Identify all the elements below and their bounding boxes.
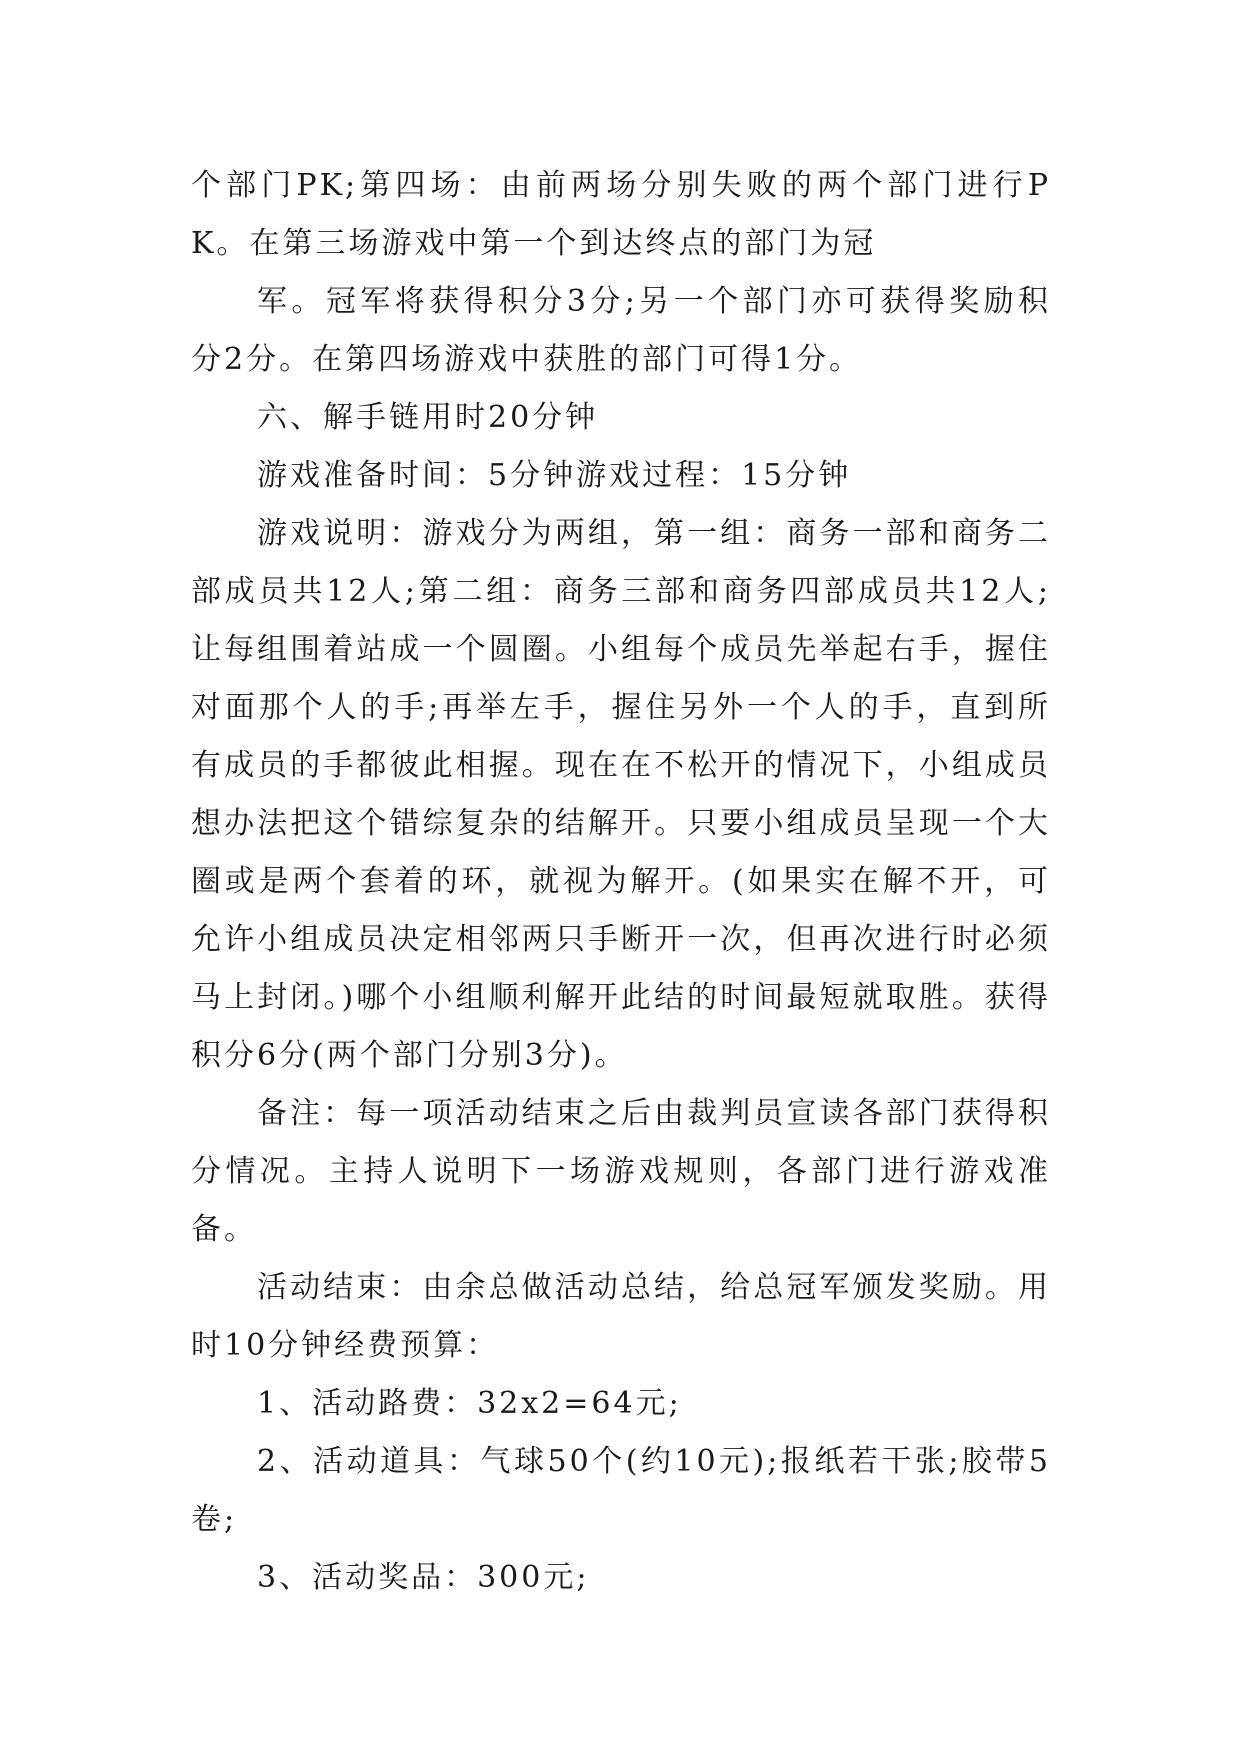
paragraph-7-closing: 活动结束：由余总做活动总结，给总冠军颁发奖励。用时10分钟经费预算： — [191, 1270, 1051, 1363]
paragraph-6-note: 备注：每一项活动结束之后由裁判员宣读各部门获得积分情况。主持人说明下一场游戏规则，各部门进行游戏准备。 — [191, 1096, 1051, 1247]
paragraph-4: 游戏准备时间：5分钟游戏过程：15分钟 — [257, 458, 852, 493]
budget-item-2: 2、活动道具：气球50个(约10元);报纸若干张;胶带5卷; — [191, 1444, 1051, 1537]
budget-item-1: 1、活动路费：32x2=64元; — [257, 1386, 682, 1421]
paragraph-3-heading: 六、解手链用时20分钟 — [257, 400, 599, 435]
budget-item-3: 3、活动奖品：300元; — [257, 1560, 590, 1595]
document-body — [191, 157, 1051, 1607]
paragraph-2: 军。冠军将获得积分3分;另一个部门亦可获得奖励积分2分。在第四场游戏中获胜的部门可得1分。 — [191, 284, 1051, 377]
paragraph-1: 个部门PK;第四场：由前两场分别失败的两个部门进行PK。在第三场游戏中第一个到达终点的部门为冠 — [191, 168, 1051, 261]
paragraph-5-game-description: 游戏说明：游戏分为两组，第一组：商务一部和商务二部成员共12人;第二组：商务三部和商务四部成员共12人;让每组围着站成一个圆圈。小组每个成员先举起右手，握住对面那个人的手;再举左手，握住另外一个人的手，直到所有成员的手都彼此相握。现在在不松开的情况下，小组成员想办法把这个错综复杂的结解开。只要小组成员呈现一个大圈或是两个套着的环，就视为解开。(如果实在解不开，可允许小组成员决定相邻两只手断开一次，但再次进行时必须马上封闭。)哪个小组顺利解开此结的时间最短就取胜。获得积分6分(两个部门分别3分)。 — [191, 516, 1051, 1073]
